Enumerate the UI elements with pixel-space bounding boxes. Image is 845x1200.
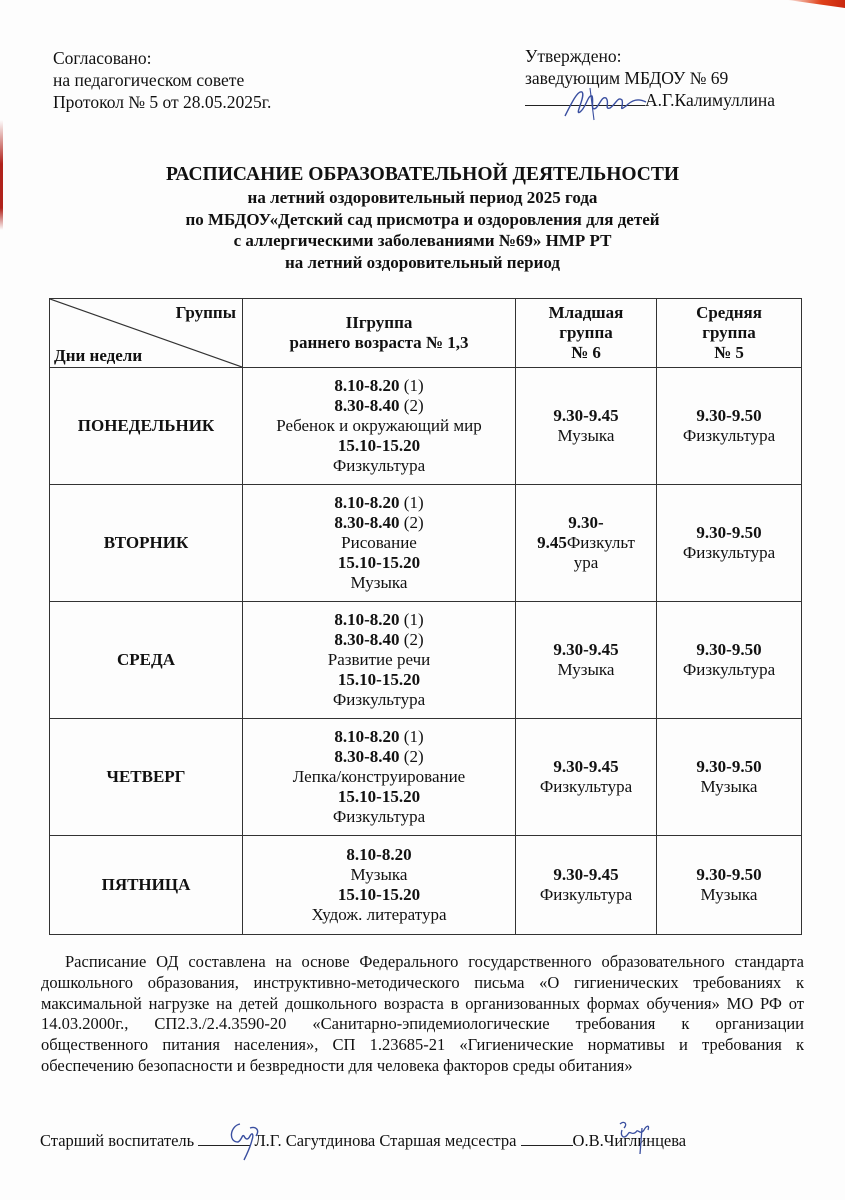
- activity: Физкультура: [539, 885, 633, 904]
- activity: Музыка: [557, 660, 615, 679]
- senior-nurse-role: Старшая медсестра: [379, 1131, 517, 1150]
- header-text: IIгруппа: [345, 313, 413, 332]
- time-slot: 9.45: [537, 533, 567, 552]
- time-slot: 8.10-8.20: [334, 610, 400, 629]
- activity: Музыка: [700, 777, 758, 796]
- header-text: группа: [559, 323, 613, 342]
- time-slot: 15.10-15.20: [337, 885, 421, 904]
- activity: Физкульт: [566, 533, 635, 552]
- time-slot: 8.10-8.20: [346, 845, 412, 864]
- document-title-block: [0, 163, 845, 273]
- subgroup: (2): [399, 513, 424, 532]
- early-group-cell: [243, 368, 516, 485]
- header-junior-group: [516, 299, 657, 368]
- activity: Рисование: [341, 533, 417, 552]
- time-slot: 9.30-9.45: [553, 406, 619, 425]
- junior-group-cell: [516, 368, 657, 485]
- header-text: группа: [702, 323, 756, 342]
- activity: Музыка: [557, 426, 615, 445]
- middle-group-cell: [657, 719, 802, 836]
- junior-group-cell: [516, 602, 657, 719]
- title-institution-cont: с аллергическими заболеваниями №69» НМР РТ: [233, 231, 612, 250]
- activity: Физкультура: [539, 777, 633, 796]
- activity: Физкультура: [332, 690, 426, 709]
- activity: Лепка/конструирование: [292, 767, 466, 786]
- page-edge-red: [785, 0, 845, 8]
- day-cell: СРЕДА: [50, 602, 243, 719]
- early-group-cell: [243, 836, 516, 935]
- activity: Ребенок и окружающий мир: [276, 416, 482, 435]
- footer-signatures: [40, 1131, 686, 1151]
- middle-group-cell: [657, 368, 802, 485]
- header-text: № 6: [571, 343, 601, 362]
- time-slot: 15.10-15.20: [337, 436, 421, 455]
- time-slot: 8.30-8.40: [334, 747, 400, 766]
- header-text: № 5: [714, 343, 744, 362]
- day-cell: ПОНЕДЕЛЬНИК: [50, 368, 243, 485]
- activity: Музыка: [350, 573, 408, 592]
- time-slot: 8.10-8.20: [334, 727, 400, 746]
- table-header-row: [50, 299, 802, 368]
- approved-name: А.Г.Калимуллина: [645, 90, 776, 110]
- activity: Физкультура: [332, 456, 426, 475]
- early-group-cell: [243, 485, 516, 602]
- day-cell: ВТОРНИК: [50, 485, 243, 602]
- header-text: Средняя: [696, 303, 762, 322]
- senior-nurse-name: О.В.Чиглинцева: [572, 1131, 687, 1150]
- signature-line: [521, 1131, 573, 1146]
- early-group-cell: [243, 719, 516, 836]
- corner-groups-label: Группы: [175, 303, 236, 322]
- senior-teacher-role: Старший воспитатель: [40, 1131, 195, 1150]
- header-middle-group: [657, 299, 802, 368]
- subgroup: (1): [399, 727, 424, 746]
- corner-header-cell: [50, 299, 243, 368]
- activity: Физкультура: [682, 426, 776, 445]
- activity: Развитие речи: [327, 650, 431, 669]
- subgroup: (2): [399, 630, 424, 649]
- activity: Физкультура: [682, 660, 776, 679]
- signature-teacher: [226, 1118, 266, 1162]
- approved-label: Утверждено:: [525, 46, 622, 66]
- time-slot: 9.30-9.50: [696, 757, 762, 776]
- time-slot: 15.10-15.20: [337, 553, 421, 572]
- time-slot: 9.30-9.50: [696, 865, 762, 884]
- time-slot: 15.10-15.20: [337, 787, 421, 806]
- subgroup: (2): [399, 747, 424, 766]
- senior-teacher-name: Л.Г. Сагутдинова: [254, 1131, 376, 1150]
- time-slot: 8.30-8.40: [334, 396, 400, 415]
- title-institution: по МБДОУ«Детский сад присмотра и оздоровления для детей: [185, 209, 660, 229]
- time-slot: 9.30-: [568, 513, 604, 532]
- document-title: РАСПИСАНИЕ ОБРАЗОВАТЕЛЬНОЙ ДЕЯТЕЛЬНОСТИ: [165, 164, 680, 185]
- header-early-group: [243, 299, 516, 368]
- time-slot: 9.30-9.45: [553, 757, 619, 776]
- activity: ура: [573, 553, 599, 572]
- agreed-council: на педагогическом совете: [53, 70, 245, 90]
- activity: Физкультура: [332, 807, 426, 826]
- approved-by: заведующим МБДОУ № 69: [525, 68, 729, 88]
- time-slot: 8.30-8.40: [334, 630, 400, 649]
- middle-group-cell: [657, 836, 802, 935]
- time-slot: 9.30-9.50: [696, 640, 762, 659]
- subgroup: (2): [399, 396, 424, 415]
- day-cell: ПЯТНИЦА: [50, 836, 243, 935]
- table-row: [50, 485, 802, 602]
- time-slot: 8.30-8.40: [334, 513, 400, 532]
- early-group-cell: [243, 602, 516, 719]
- agreed-label: Согласовано:: [53, 48, 152, 68]
- table-row: [50, 602, 802, 719]
- activity: Физкультура: [682, 543, 776, 562]
- time-slot: 9.30-9.45: [553, 865, 619, 884]
- table-row: [50, 836, 802, 935]
- subgroup: (1): [399, 493, 424, 512]
- title-period: на летний оздоровительный период 2025 года: [247, 188, 598, 207]
- time-slot: 15.10-15.20: [337, 670, 421, 689]
- table-row: [50, 719, 802, 836]
- middle-group-cell: [657, 602, 802, 719]
- junior-group-cell: [516, 719, 657, 836]
- approval-agreed-block: [53, 47, 271, 113]
- agreed-protocol: Протокол № 5 от 28.05.2025г.: [53, 92, 272, 112]
- corner-days-label: Дни недели: [54, 346, 143, 365]
- header-text: раннего возраста № 1,3: [289, 333, 469, 352]
- time-slot: 8.10-8.20: [334, 493, 400, 512]
- activity: Музыка: [700, 885, 758, 904]
- subgroup: (1): [399, 376, 424, 395]
- junior-group-cell: [516, 836, 657, 935]
- time-slot: 8.10-8.20: [334, 376, 400, 395]
- header-text: Младшая: [548, 303, 624, 322]
- time-slot: 9.30-9.50: [696, 523, 762, 542]
- schedule-table: [49, 298, 802, 935]
- day-cell: ЧЕТВЕРГ: [50, 719, 243, 836]
- activity: Худож. литература: [311, 905, 447, 924]
- table-row: [50, 368, 802, 485]
- activity: Музыка: [350, 865, 408, 884]
- time-slot: 9.30-9.45: [553, 640, 619, 659]
- title-summer-period: на летний оздоровительный период: [285, 252, 560, 272]
- middle-group-cell: [657, 485, 802, 602]
- signature-nurse: [614, 1118, 654, 1158]
- time-slot: 9.30-9.50: [696, 406, 762, 425]
- subgroup: (1): [399, 610, 424, 629]
- regulatory-note: Расписание ОД составлена на основе Федерального государственного образовательного стандарта дошкольного образования, инструктивно-методического письма «О гигиенических требованиях к максимальной нагрузке на детей дошкольного возраста в организованных формах обучения» МО РФ от 14.03.2000г., СП2.3./2.4.3590-20 «Санитарно-эпидемиологические требования к организации общественного питания населения», СП 1.23685-21 «Гигиенические нормативы и требования к обеспечению безопасности и безвредности для человека факторов среды обитания»: [41, 952, 804, 1075]
- junior-group-cell: [516, 485, 657, 602]
- signature-head: [560, 82, 650, 122]
